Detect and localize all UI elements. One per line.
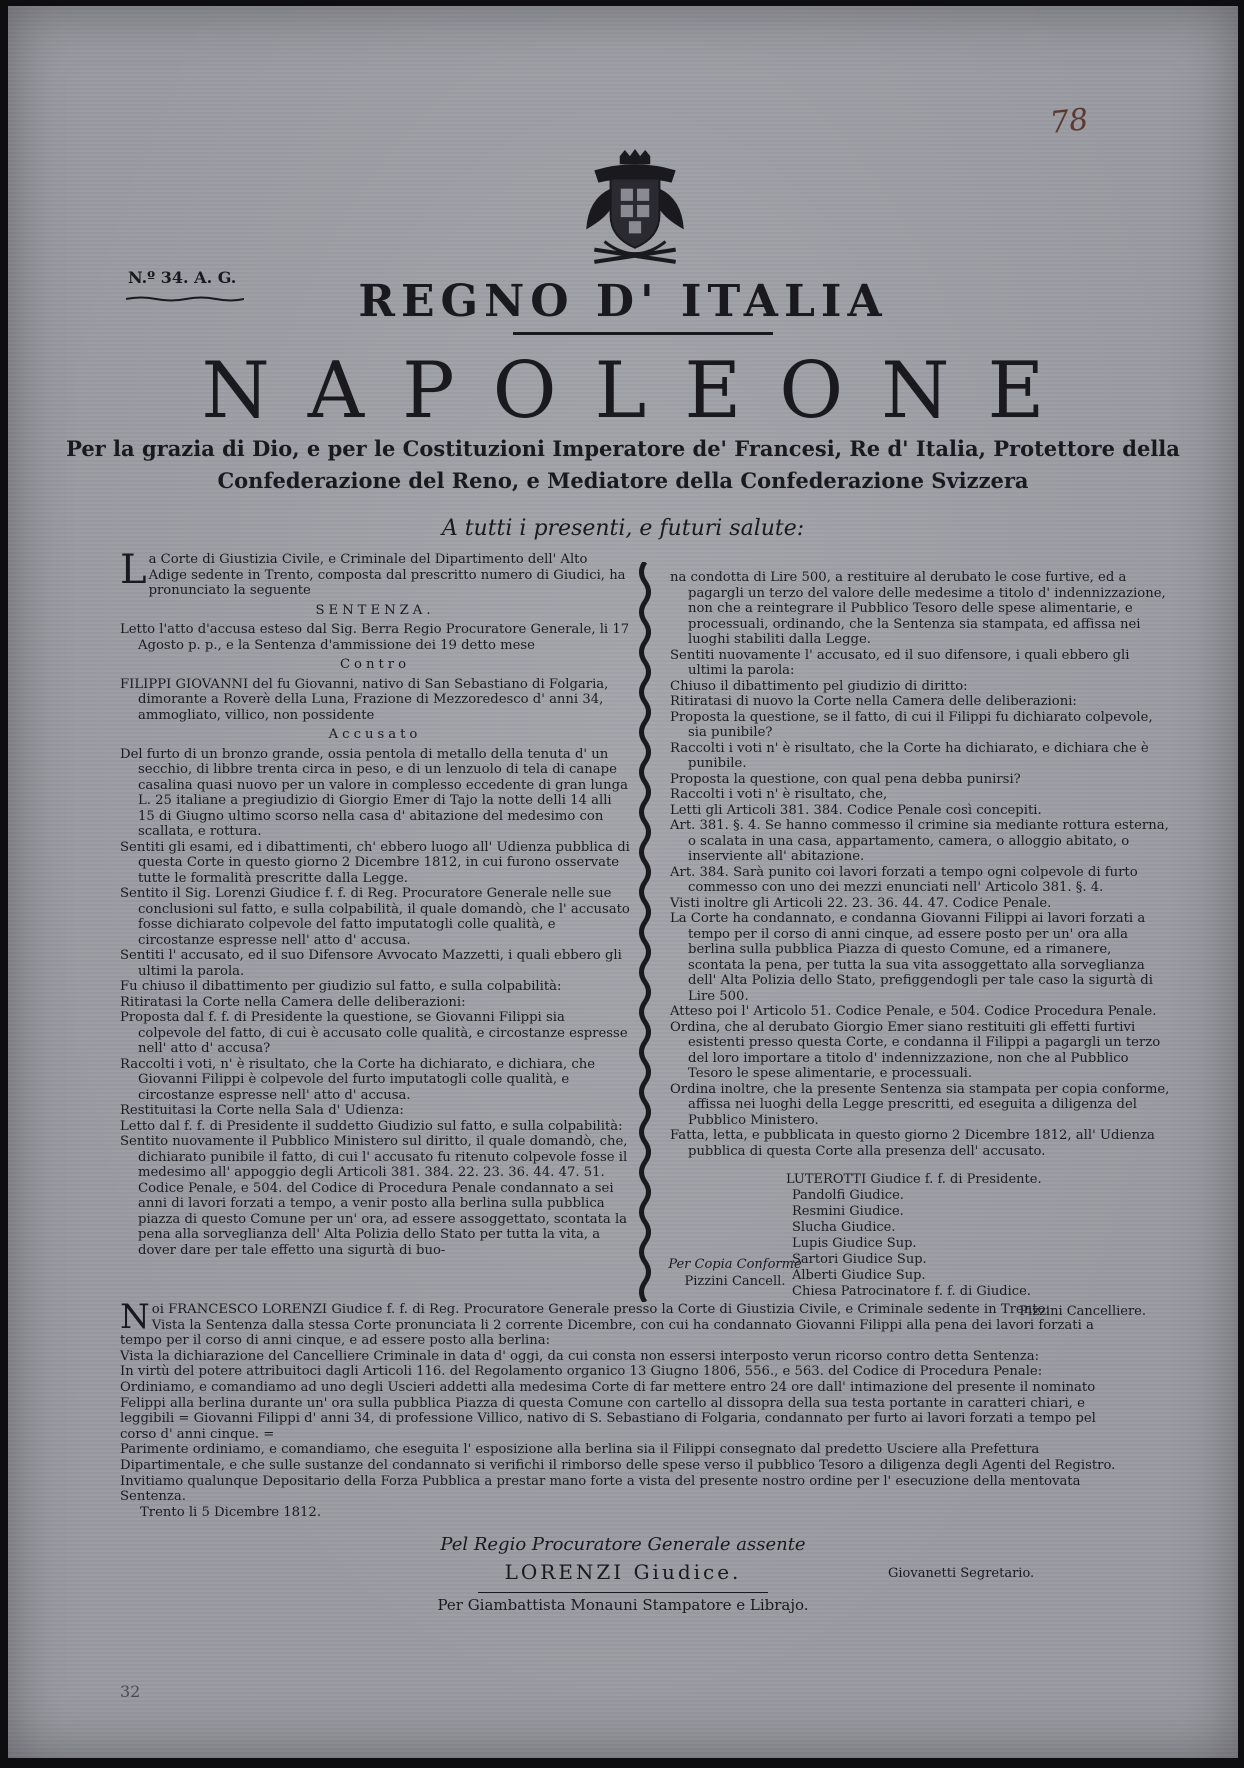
- order-paragraph: Invitiamo qualunque Depositario della Forza Pubblica a prestar mano forte a vista del presente nostro ordine per l' esecuzione della mentovata Sentenza.: [120, 1473, 1081, 1505]
- left-paragraph: Sentito il Sig. Lorenzi Giudice f. f. di Reg. Procuratore Generale nelle sue conclusioni sul fatto, e sulla colpabilità, il quale domandò, che l' accusato fosse dichiarato colpevole del fatto imputatogli colle qualità, e circostanze espresse nell' atto d' accusa.: [120, 886, 630, 948]
- pel-regio-line: Pel Regio Procuratore Generale assente: [440, 1534, 806, 1555]
- drop-letter: L: [120, 547, 147, 593]
- order-paragraph: Ordiniamo, e comandiamo ad uno degli Uscieri addetti alla medesima Corte di far mettere entro 24 ore dall' intimazione del presente il nominato Felippi alla berlina durante un' ora sulla pubblica Piazza di questa Comune con cartello al dissopra della sua testa portante in caratteri chiari, e leggibili = Giovanni Filippi d' anni 34, di professione Villico, nativo di S. Sebastiano di Folgaria, condannato per furto ai lavori forzati a tempo pel corso d' anni cinque. =: [120, 1379, 1096, 1442]
- judge-signature: Alberti Giudice Sup.: [792, 1268, 926, 1283]
- coat-of-arms-icon: [574, 148, 696, 270]
- secretary-signature: Giovanetti Segretario.: [888, 1566, 1035, 1581]
- copia-conforme: [660, 1256, 810, 1290]
- pencil-mark: 32: [120, 1682, 141, 1701]
- judge-signature: Pizzini Cancelliere.: [1019, 1304, 1146, 1319]
- right-paragraph: Letti gli Articoli 381. 384. Codice Penale così concepiti.: [670, 802, 1042, 818]
- judges-signatures: [786, 1172, 1146, 1320]
- copia-signer: Pizzini Cancell.: [684, 1274, 786, 1289]
- letto-paragraph: Letto l'atto d'accusa esteso dal Sig. Berra Regio Procuratore Generale, li 17 Agosto p. p., e la Sentenza d'ammissione dei 19 detto mese: [120, 622, 630, 653]
- document-sheet: [8, 6, 1238, 1758]
- right-paragraph: na condotta di Lire 500, a restituire al derubato le cose furtive, ed a pagargli un terzo del valore delle medesime a titolo d' indennizzazione, non che a reintegrare il Pubblico Tesoro delle spese alimentarie, e processuali, ordinando, che la Sentenza sia stampata, ed affissa nei luoghi stabiliti dalla Legge.: [670, 570, 1166, 647]
- left-column: [120, 547, 630, 1258]
- intro-line-1: Per la grazia di Dio, e per le Costituzioni Imperatore de' Francesi, Re d' Italia, Protettore della: [66, 436, 1180, 461]
- order-paragraph: Vista la dichiarazione del Cancelliere Criminale in data d' oggi, da cui consta non essersi interposto verun ricorso contro detta Sentenza:: [120, 1348, 1040, 1364]
- contro-title: Contro: [339, 657, 411, 672]
- left-paragraph: Fu chiuso il dibattimento per giudizio sul fatto, e sulla colpabilità:: [120, 979, 562, 994]
- decree-number: N.º 34. A. G.: [128, 268, 237, 287]
- right-paragraph: Proposta la questione, con qual pena debba punirsi?: [670, 771, 1021, 787]
- left-paragraph: Sentito nuovamente il Pubblico Ministero sul diritto, il quale domandò, che, dichiarato punibile il fatto, di cui l' accusato fu ritenuto colpevole fosse il medesimo all' appoggio degli Articoli 381. 384. 22. 23. 36. 44. 47. 51. Codice Penale, e 504. del Codice di Procedura Penale condannato a sei anni di lavori forzati a tempo, a venir posto alla berlina sulla pubblica piazza di questo Comune per un' ora, ad essere assoggettato, scontata la pena alla sorveglianza dell' Alta Polizia dello Stato per tutta la vita, a dover dare per tale effetto una sigurtà di buo-: [120, 1134, 628, 1258]
- drop-letter: N: [120, 1297, 150, 1337]
- lorenzi-signature: LORENZI Giudice.: [504, 1560, 742, 1584]
- heading-rule: [513, 332, 773, 335]
- left-paragraph: Sentiti l' accusato, ed il suo Difensore Avvocato Mazzetti, i quali ebbero gli ultimi la parola.: [120, 948, 622, 979]
- judge-signature: Resmini Giudice.: [792, 1204, 904, 1219]
- intro-line-2: Confederazione del Reno, e Mediatore della Confederazione Svizzera: [217, 468, 1029, 493]
- order-text: oi FRANCESCO LORENZI Giudice f. f. di Reg. Procuratore Generale presso la Corte di Giustizia Civile, e Criminale sedente in Trento:: [151, 1302, 1050, 1317]
- left-paragraph: Del furto di un bronzo grande, ossia pentola di metallo della tenuta d' un secchio, di libbre trenta circa in peso, e di un lenzuolo di tela di canape casalina quasi nuovo per un valore in complesso eccedente di gran lunga L. 25 italiane a pregiudizio di Giorgio Emer di Tajo la notte delli 14 alli 15 di Giugno ultimo scorso nella casa d' abitazione del medesimo con scallata, e rottura.: [120, 746, 628, 839]
- right-paragraph: Raccolti i voti n' è risultato, che la Corte ha dichiarato, e dichiara che è punibile.: [670, 740, 1149, 771]
- folio-number: 78: [1048, 102, 1090, 141]
- column-divider: [636, 562, 654, 1302]
- defendant-paragraph: FILIPPI GIOVANNI del fu Giovanni, nativo di San Sebastiano di Folgaria, dimorante a Roverè della Luna, Frazione di Mezzoredesco d' anni 34, ammogliato, villico, non possidente: [120, 676, 609, 723]
- left-paragraph: Restituitasi la Corte nella Sala d' Udienza:: [120, 1103, 404, 1118]
- right-paragraph: Fatta, letta, e pubblicata in questo giorno 2 Dicembre 1812, all' Udienza pubblica di questa Corte alla presenza dell' accusato.: [670, 1128, 1155, 1159]
- right-paragraph: Ritiratasi di nuovo la Corte nella Camera delle deliberazioni:: [670, 694, 1077, 709]
- right-paragraph: Chiuso il dibattimento pel giudizio di diritto:: [670, 678, 968, 694]
- judge-signature: LUTEROTTI Giudice f. f. di Presidente.: [786, 1172, 1042, 1187]
- emperor-heading: NAPOLEONE: [201, 346, 1083, 436]
- salutation: A tutti i presenti, e futuri salute:: [441, 516, 805, 541]
- right-paragraph: Raccolti i voti n' è risultato, che,: [670, 787, 888, 802]
- right-paragraph: La Corte ha condannato, e condanna Giovanni Filippi ai lavori forzati a tempo per il corso di anni cinque, ad essere posto per un' ora alla berlina sulla pubblica Piazza di questo Comune, ed a rimanere, scontata la pena, per tutta la sua vita assoggettato alla sorveglianza dell' Alta Polizia dello Stato, prefiggendogli per tale caso la sigurtà di Lire 500.: [670, 911, 1153, 1004]
- opening-paragraph: [120, 547, 630, 599]
- right-paragraph: Art. 384. Sarà punito coi lavori forzati a tempo ogni colpevole di furto commesso con uno dei mezzi enunciati nell' Articolo 381. §. 4.: [670, 864, 1138, 895]
- left-paragraph: Proposta dal f. f. di Presidente la questione, se Giovanni Filippi sia colpevole del fatto, di cui è accusato colle qualità, e circostanze espresse nell' atto d' accusa?: [120, 1010, 628, 1056]
- printer-line: Per Giambattista Monauni Stampatore e Librajo.: [437, 1596, 809, 1614]
- right-paragraph: Proposta la questione, se il fatto, di cui il Filippi fu dichiarato colpevole, sia punibile?: [670, 709, 1153, 740]
- sentenza-title: SENTENZA.: [315, 602, 435, 618]
- right-column: [670, 570, 1172, 1159]
- right-paragraph: Art. 381. §. 4. Se hanno commesso il crimine sia mediante rottura esterna, o scalata in una casa, appartamento, camera, o alloggio abitato, o inserviente all' abitazione.: [670, 818, 1169, 864]
- procurator-order: [120, 1297, 1120, 1520]
- right-paragraph: Visti inoltre gli Articoli 22. 23. 36. 44. 47. Codice Penale.: [670, 895, 1052, 911]
- kingdom-heading: REGNO D' ITALIA: [358, 276, 888, 327]
- accusato-title: Accusato: [328, 727, 422, 742]
- judge-signature: Slucha Giudice.: [792, 1220, 896, 1235]
- printer-rule: [478, 1592, 768, 1593]
- order-paragraph: Parimente ordiniamo, e comandiamo, che eseguita l' esposizione alla berlina sia il Filippi consegnato dal predetto Usciere alla Prefettura Dipartimentale, e che sulle sustanze del condannato si verifichi il rimborso delle spese verso il pubblico Tesoro a diligenza degli Agenti del Registro.: [120, 1442, 1116, 1473]
- judge-signature: Pandolfi Giudice.: [792, 1188, 904, 1203]
- left-paragraph: Ritiratasi la Corte nella Camera delle deliberazioni:: [120, 994, 466, 1010]
- left-paragraph: Letto dal f. f. di Presidente il suddetto Giudizio sul fatto, e sulla colpabilità:: [120, 1118, 623, 1134]
- opening-text: a Corte di Giustizia Civile, e Criminale del Dipartimento dell' Alto Adige sedente in Trento, composta dal prescritto numero di Giudici, ha pronunciato la seguente: [148, 552, 626, 598]
- judge-signature: Chiesa Patrocinatore f. f. di Giudice.: [792, 1284, 1031, 1299]
- order-paragraph: In virtù del potere attribuitoci dagli Articoli 116. del Regolamento organico 13 Giugno 1806, 556., e 563. del Codice di Procedura Penale:: [120, 1364, 1043, 1380]
- judge-signature: Lupis Giudice Sup.: [792, 1236, 917, 1251]
- copia-label: Per Copia Conforme: [668, 1257, 802, 1272]
- right-paragraph: Sentiti nuovamente l' accusato, ed il suo difensore, i quali ebbero gli ultimi la parola:: [670, 647, 1130, 678]
- left-paragraph: Raccolti i voti, n' è risultato, che la Corte ha dichiarato, e dichiara, che Giovanni Filippi è colpevole del furto imputatogli colle qualità, e circostanze espresse nell' atto d' accusa.: [120, 1056, 596, 1103]
- right-paragraph: Ordina inoltre, che la presente Sentenza sia stampata per copia conforme, affissa nei luoghi della Legge prescritti, ed eseguita a diligenza del Pubblico Ministero.: [670, 1081, 1170, 1128]
- right-paragraph: Ordina, che al derubato Giorgio Emer siano restituiti gli effetti furtivi esistenti presso questa Corte, e condanna il Filippi a pagargli un terzo del loro importare a titolo d' indennizzazione, non che al Pubblico Tesoro le spese alimentarie, e processuali.: [670, 1019, 1161, 1081]
- judge-signature: Sartori Giudice Sup.: [792, 1252, 927, 1267]
- order-date: Trento li 5 Dicembre 1812.: [140, 1504, 322, 1520]
- right-paragraph: Atteso poi l' Articolo 51. Codice Penale, e 504. Codice Procedura Penale.: [670, 1004, 1157, 1019]
- order-paragraph: Vista la Sentenza dalla stessa Corte pronunciata li 2 corrente Dicembre, con cui ha condannato Giovanni Filippi alla pena dei lavori forzati a tempo per il corso di anni cinque, e ad essere posto alla berlina:: [120, 1317, 1094, 1349]
- left-paragraph: Sentiti gli esami, ed i dibattimenti, ch' ebbero luogo all' Udienza pubblica di questa Corte in questo giorno 2 Dicembre 1812, in cui furono osservate tutte le formalità prescritte dalla Legge.: [120, 839, 630, 886]
